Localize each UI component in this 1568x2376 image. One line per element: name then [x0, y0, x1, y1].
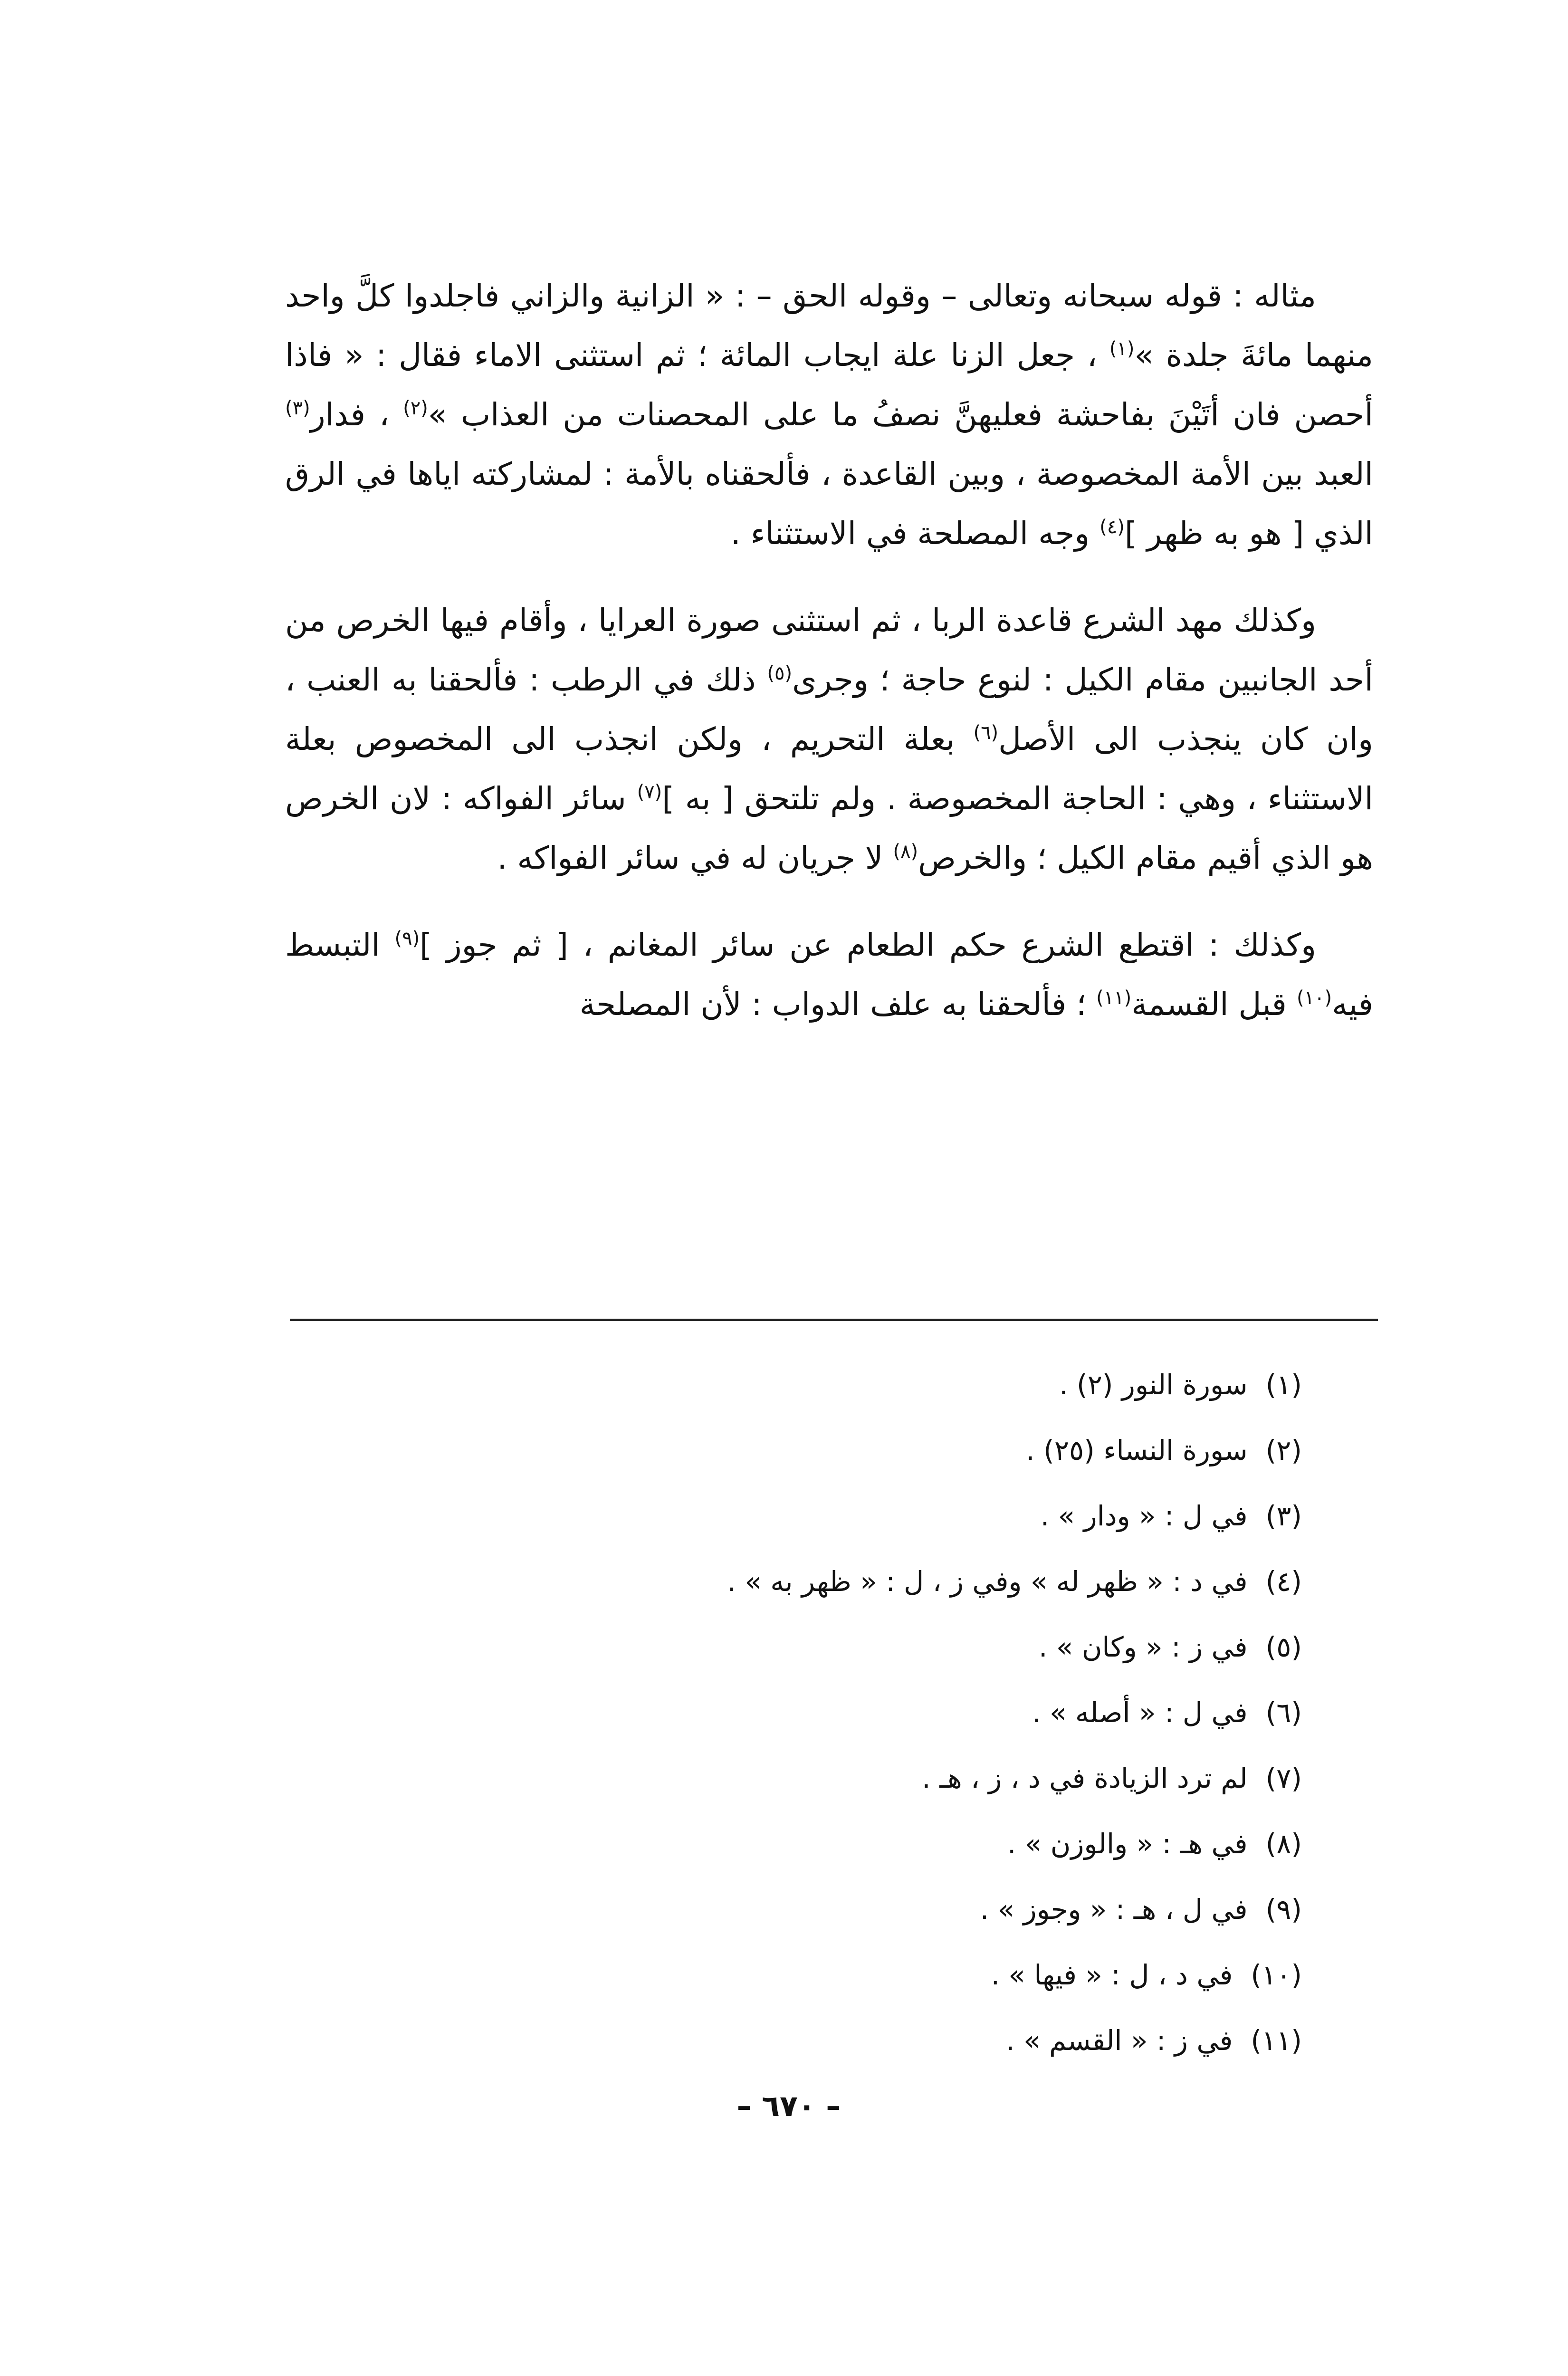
footnote-number: (٣) [1265, 1500, 1302, 1532]
footnote-item [423, 1483, 1302, 1549]
footnote-number: (١٠) [1251, 1959, 1302, 1991]
footnote-number: (٦) [1265, 1696, 1302, 1729]
text-run: التبسط فيه [285, 927, 1373, 1023]
footnote-ref: (٧) [637, 781, 662, 803]
text-run: ذلك في الرطب : فألحقنا به العنب ، وان كان ينجذب الى الأصل [285, 661, 1373, 757]
footnote-text: في د ، ل : « فيها » . [991, 1959, 1233, 1991]
footnote-item [423, 1877, 1302, 1942]
footnote-text: في د : « ظهر له » وفي ز ، ل : « ظهر به » . [727, 1565, 1248, 1598]
footnote-item [423, 1352, 1302, 1418]
text-run: سائر الفواكه : لان الخرص هو الذي أقيم مقام الكيل ؛ والخرص [285, 780, 1373, 876]
footnote-number: (١) [1265, 1369, 1302, 1401]
footnote-text: في ز : « القسم » . [1006, 2024, 1233, 2057]
footnote-text: لم ترد الزيادة في د ، ز ، هـ . [922, 1762, 1248, 1794]
footnote-ref: (٥) [767, 662, 793, 684]
footnote-ref: (٢) [403, 397, 428, 419]
body-paragraph [285, 915, 1373, 1034]
text-run: العبد بين الأمة المخصوصة ، وبين القاعدة ، فألحقناه بالأمة : لمشاركته اياها في الرق الذي [ هو به ظهر ] [285, 456, 1373, 552]
footnote-item [423, 1680, 1302, 1745]
footnote-text: سورة النور (٢) . [1059, 1369, 1248, 1401]
footnote-item [423, 1745, 1302, 1811]
footnote-ref: (٨) [893, 841, 918, 862]
footnote-item [423, 1614, 1302, 1680]
footnotes-list [423, 1352, 1302, 2073]
footnote-ref: (٣) [285, 397, 310, 419]
page-number: – ٦٧٠ – [736, 2089, 841, 2123]
footnote-ref: (١١) [1096, 987, 1132, 1009]
footnote-item [423, 1418, 1302, 1483]
footnote-text: في ل : « أصله » . [1032, 1696, 1248, 1729]
text-run: وكذلك : اقتطع الشرع حكم الطعام عن سائر المغانم ، [ ثم جوز ] [420, 927, 1316, 963]
footnote-number: (٩) [1265, 1893, 1302, 1926]
footnote-item [423, 1942, 1302, 2008]
footnote-separator-rule [290, 1319, 1378, 1321]
footnote-text: سورة النساء (٢٥) . [1026, 1434, 1248, 1466]
text-run: بعلة التحريم ، ولكن انجذب الى المخصوص بعلة الاستثناء ، وهي : الحاجة المخصوصة . ولم تلتحق [ به ] [285, 721, 1373, 817]
text-run: ؛ فألحقنا به علف الدواب : لأن المصلحة [579, 986, 1097, 1023]
text-run: لا جريان له في سائر الفواكه . [497, 840, 893, 876]
text-run: وجه المصلحة في الاستثناء . [730, 515, 1100, 552]
footnote-text: في هـ : « والوزن » . [1007, 1828, 1248, 1860]
footnote-ref: (١) [1109, 338, 1135, 360]
footnote-ref: (٤) [1100, 516, 1125, 538]
footnote-number: (٨) [1265, 1828, 1302, 1860]
footnote-item [423, 1549, 1302, 1614]
footnote-text: في ل ، هـ : « وجوز » . [980, 1893, 1248, 1926]
text-run: ، فدار [310, 396, 403, 433]
body-paragraph [285, 591, 1373, 888]
footnote-ref: (١٠) [1296, 987, 1332, 1009]
footnote-number: (٥) [1265, 1631, 1302, 1663]
footnote-item [423, 1811, 1302, 1877]
footnote-ref: (٦) [973, 722, 999, 744]
footnote-text: في ز : « وكان » . [1039, 1631, 1248, 1663]
footnote-number: (٧) [1265, 1762, 1302, 1794]
footnote-ref: (٩) [394, 928, 420, 949]
footnote-item [423, 2008, 1302, 2073]
body-paragraph [285, 266, 1373, 563]
text-run: مثاله : قوله سبحانه وتعالى – وقوله الحق – : « الزانية والزاني فاجلدوا كلَّ واحد منهما مائةَ جلدة » [285, 278, 1373, 374]
footnote-number: (٤) [1265, 1565, 1302, 1598]
text-run: قبل القسمة [1131, 986, 1297, 1023]
footnote-number: (١١) [1251, 2024, 1302, 2057]
text-run: ، جعل الزنا علة ايجاب المائة ؛ ثم استثنى الاماء فقال : « فاذا أحصن فان أتَيْنَ بفاحشة فعليهنَّ نصفُ ما على المحصنات من العذاب » [285, 337, 1373, 433]
footnote-number: (٢) [1265, 1434, 1302, 1466]
main-text [285, 266, 1373, 1034]
footnote-text: في ل : « ودار » . [1040, 1500, 1248, 1532]
text-run: وكذلك مهد الشرع قاعدة الربا ، ثم استثنى صورة العرايا ، وأقام فيها الخرص من أحد الجانبين مقام الكيل : لنوع حاجة ؛ وجرى [285, 602, 1373, 698]
